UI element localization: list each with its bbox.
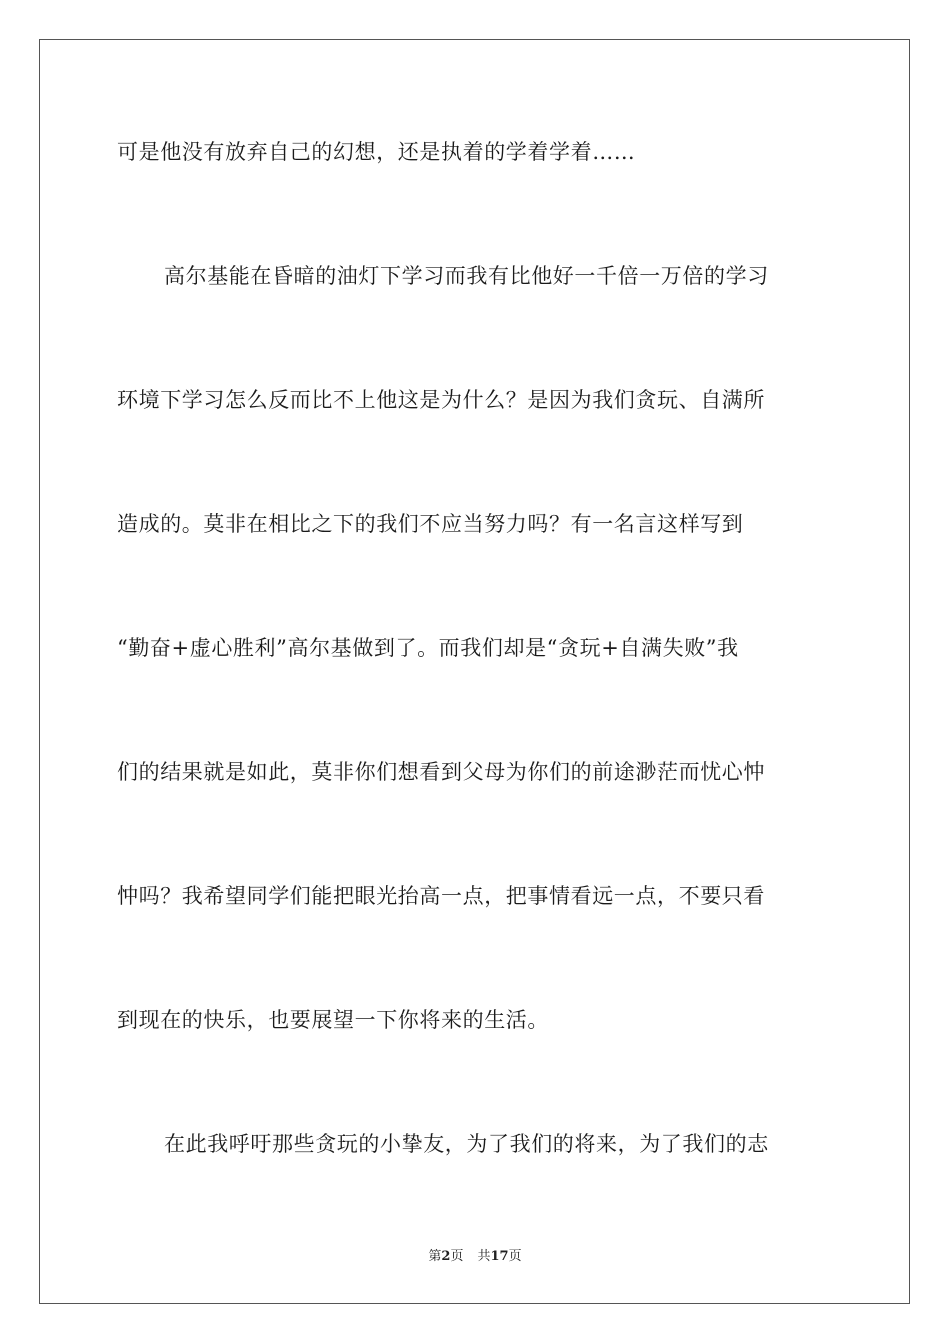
text-line-8: 到现在的快乐，也要展望一下你将来的生活。: [117, 1008, 549, 1032]
footer-total-pages: 17: [490, 1249, 509, 1264]
footer-total-prefix: 共: [477, 1249, 491, 1264]
paragraph-start-line: 高尔基能在昏暗的油灯下学习而我有比他好一千倍一万倍的学习: [164, 264, 769, 288]
page-footer: [0, 1248, 950, 1266]
text-line-3: 环境下学习怎么反而比不上他这是为什么？是因为我们贪玩、自满所: [117, 388, 765, 412]
footer-total-suffix: 页: [508, 1249, 522, 1264]
paragraph-start-line: 在此我呼吁那些贪玩的小挚友，为了我们的将来，为了我们的志: [164, 1132, 769, 1156]
text-line-1: 可是他没有放弃自己的幻想，还是执着的学着学着……: [117, 140, 636, 164]
text-line-6: 们的结果就是如此，莫非你们想看到父母为你们的前途渺茫而忧心忡: [117, 760, 765, 784]
text-line-7: 忡吗？我希望同学们能把眼光抬高一点，把事情看远一点，不要只看: [117, 884, 765, 908]
footer-page-number: 2: [441, 1249, 451, 1264]
footer-page-suffix: 页: [450, 1249, 464, 1264]
page-border: [39, 39, 910, 1304]
footer-page-prefix: 第: [428, 1249, 442, 1264]
text-line-4: 造成的。莫非在相比之下的我们不应当努力吗？有一名言这样写到: [117, 512, 744, 536]
text-line-5: “勤奋+虚心胜利”高尔基做到了。而我们却是“贪玩+自满失败”我: [117, 636, 739, 660]
